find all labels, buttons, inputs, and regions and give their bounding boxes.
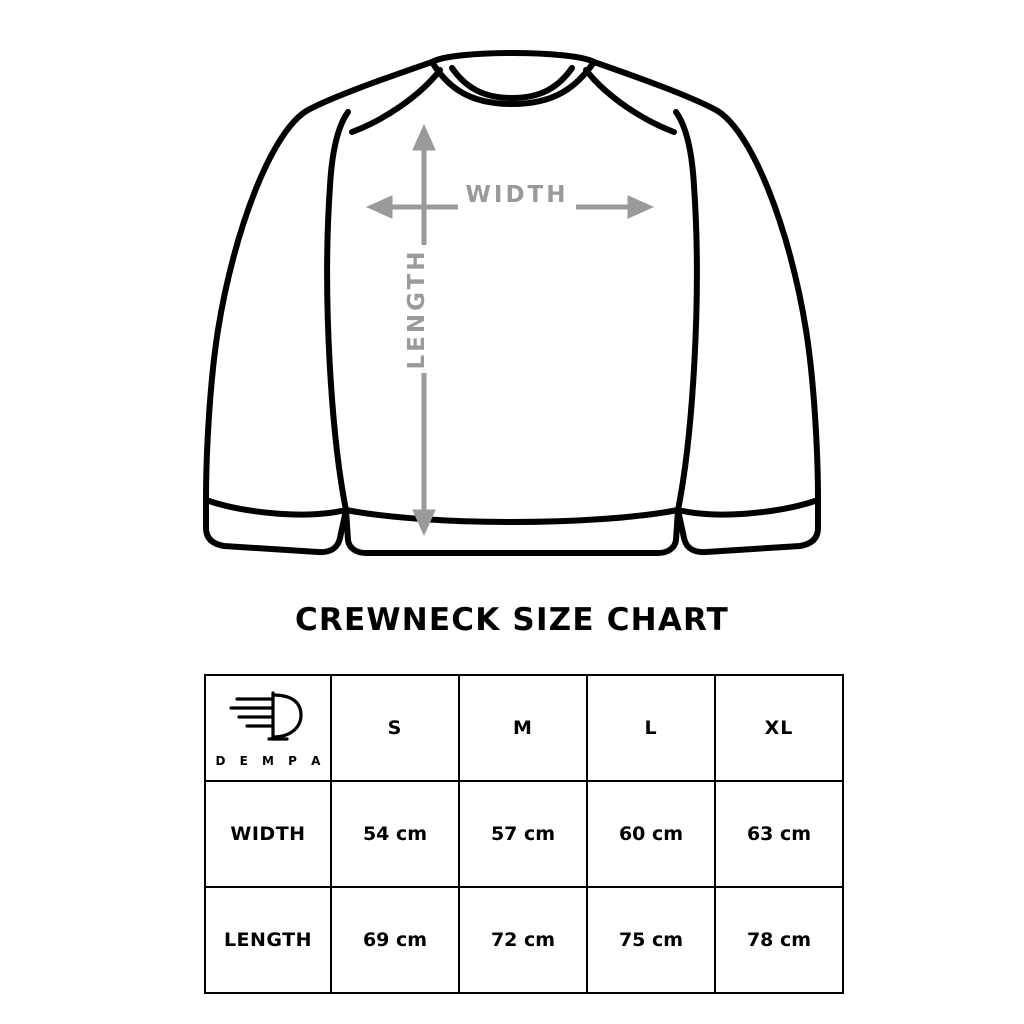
size-chart-table (204, 674, 844, 994)
cell-width-l: 60 cm (587, 781, 715, 887)
brand-logo-cell (205, 675, 331, 781)
table-header-l: L (587, 675, 715, 781)
cell-length-m: 72 cm (459, 887, 587, 993)
row-label-length: LENGTH (205, 887, 331, 993)
cell-length-xl: 78 cm (715, 887, 843, 993)
length-dimension-label: LENGTH (404, 248, 430, 370)
dempa-logo-icon (229, 689, 307, 748)
row-label-width: WIDTH (205, 781, 331, 887)
table-header-xl: XL (715, 675, 843, 781)
table-row (205, 887, 843, 993)
cell-width-m: 57 cm (459, 781, 587, 887)
cell-length-l: 75 cm (587, 887, 715, 993)
width-dimension-label: WIDTH (465, 182, 569, 208)
brand-name: D E M P A (215, 753, 326, 768)
cell-length-s: 69 cm (331, 887, 459, 993)
cell-width-xl: 63 cm (715, 781, 843, 887)
page-title: CREWNECK SIZE CHART (294, 602, 730, 638)
table-header-m: M (459, 675, 587, 781)
table-row (205, 781, 843, 887)
cell-width-s: 54 cm (331, 781, 459, 887)
table-header-row (205, 675, 843, 781)
table-header-s: S (331, 675, 459, 781)
